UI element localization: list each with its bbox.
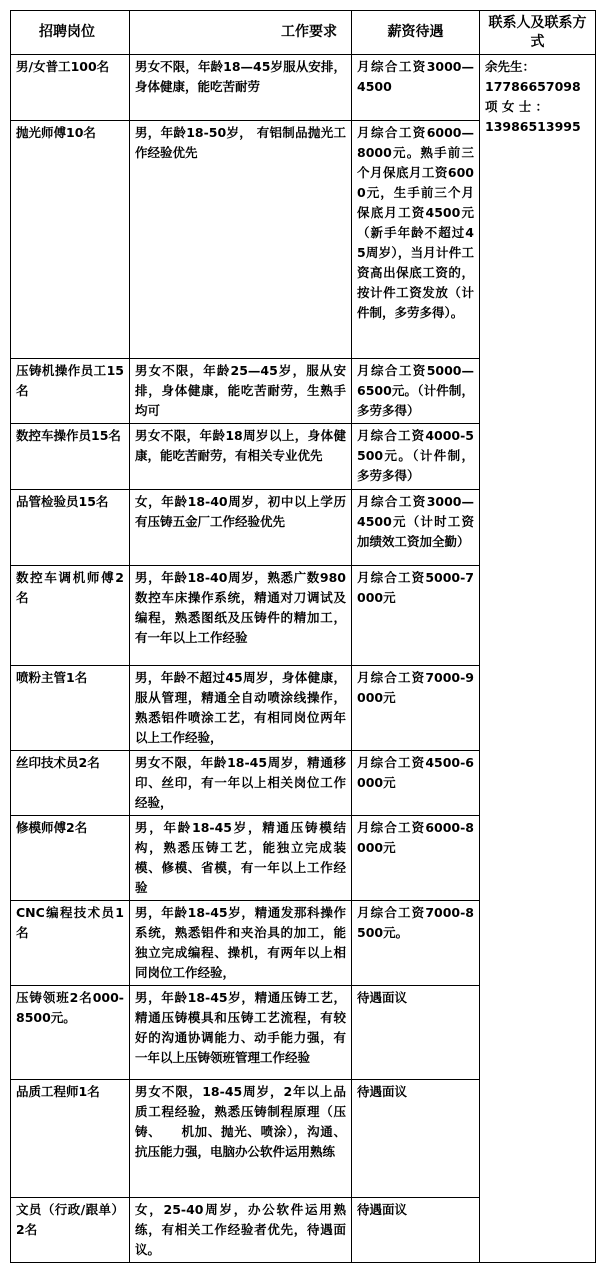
salary-cell: 待遇面议 bbox=[352, 1080, 480, 1198]
contact-person-2: 项 女 士 ： bbox=[485, 99, 549, 114]
salary-cell: 月综合工资6000—8000元。熟手前三个月保底月工资6000元，生手前三个月保底月工资4500元（新手年龄不超过45周岁），当月计件工资高出保底工资的，按计件工资发放（计件制，多劳多得）。 bbox=[352, 121, 480, 359]
position-cell: 数控车操作员15名 bbox=[11, 424, 130, 490]
contact-phone-1: 17786657098 bbox=[485, 79, 581, 94]
position-cell: 修模师傅2名 bbox=[11, 816, 130, 901]
salary-cell: 月综合工资4000-5500元。（计件制，多劳多得） bbox=[352, 424, 480, 490]
requirements-cell: 男，年龄18-50岁， 有铝制品抛光工作经验优先 bbox=[130, 121, 352, 359]
requirements-cell: 男，年龄不超过45周岁，身体健康，服从管理，精通全自动喷涂线操作，熟悉铝件喷涂工艺，有相同岗位两年以上工作经验， bbox=[130, 666, 352, 751]
position-cell: 喷粉主管1名 bbox=[11, 666, 130, 751]
requirements-cell: 男，年龄18-45岁，精通压铸模结构，熟悉压铸工艺，能独立完成装模、修模、省模，有一年以上工作经验 bbox=[130, 816, 352, 901]
position-cell: 压铸领班2名000-8500元。 bbox=[11, 986, 130, 1080]
header-contact: 联系人及联系方式 bbox=[480, 11, 596, 55]
position-cell: 抛光师傅10名 bbox=[11, 121, 130, 359]
salary-cell: 月综合工资4500-6000元 bbox=[352, 751, 480, 816]
salary-cell: 待遇面议 bbox=[352, 986, 480, 1080]
header-salary: 薪资待遇 bbox=[352, 11, 480, 55]
recruitment-table bbox=[10, 10, 596, 1263]
position-cell: 丝印技术员2名 bbox=[11, 751, 130, 816]
header-row bbox=[11, 11, 596, 55]
position-cell: CNC编程技术员1名 bbox=[11, 901, 130, 986]
salary-cell: 月综合工资3000—4500 bbox=[352, 55, 480, 121]
requirements-cell: 男女不限，年龄25—45岁，服从安排，身体健康，能吃苦耐劳，生熟手均可 bbox=[130, 359, 352, 424]
requirements-cell: 男，年龄18-40周岁，熟悉广数980数控车床操作系统，精通对刀调试及编程，熟悉图纸及压铸件的精加工，有一年以上工作经验 bbox=[130, 566, 352, 666]
position-cell: 品管检验员15名 bbox=[11, 490, 130, 566]
table-row bbox=[11, 55, 596, 121]
requirements-cell: 女，年龄18-40周岁，初中以上学历有压铸五金厂工作经验优先 bbox=[130, 490, 352, 566]
position-cell: 压铸机操作员工15名 bbox=[11, 359, 130, 424]
salary-cell: 月综合工资5000-7000元 bbox=[352, 566, 480, 666]
salary-cell: 月综合工资5000—6500元。（计件制，多劳多得） bbox=[352, 359, 480, 424]
requirements-cell: 男女不限，年龄18—45岁服从安排，身体健康，能吃苦耐劳 bbox=[130, 55, 352, 121]
contact-phone-2: 13986513995 bbox=[485, 119, 581, 134]
requirements-cell: 男，年龄18-45岁，精通压铸工艺，精通压铸模具和压铸工艺流程，有较好的沟通协调能力、动手能力强，有一年以上压铸领班管理工作经验 bbox=[130, 986, 352, 1080]
salary-cell: 待遇面议 bbox=[352, 1198, 480, 1263]
position-cell: 数控车调机师傅2名 bbox=[11, 566, 130, 666]
contact-cell bbox=[480, 55, 596, 1263]
header-position: 招聘岗位 bbox=[11, 11, 130, 55]
salary-cell: 月综合工资6000-8000元 bbox=[352, 816, 480, 901]
requirements-cell: 男，年龄18-45岁，精通发那科操作系统，熟悉铝件和夹治具的加工，能独立完成编程、操机，有两年以上相同岗位工作经验， bbox=[130, 901, 352, 986]
contact-person-1: 余先生： bbox=[485, 59, 536, 74]
position-cell: 品质工程师1名 bbox=[11, 1080, 130, 1198]
salary-cell: 月综合工资3000—4500元（计时工资加绩效工资加全勤） bbox=[352, 490, 480, 566]
salary-cell: 月综合工资7000-9000元 bbox=[352, 666, 480, 751]
salary-cell: 月综合工资7000-8500元。 bbox=[352, 901, 480, 986]
requirements-cell: 女，25-40周岁，办公软件运用熟练，有相关工作经验者优先，待遇面议。 bbox=[130, 1198, 352, 1263]
requirements-cell: 男女不限，18-45周岁，2年以上品质工程经验，熟悉压铸制程原理（压铸、 机加、抛光、喷涂），沟通、抗压能力强，电脑办公软件运用熟练 bbox=[130, 1080, 352, 1198]
requirements-cell: 男女不限，年龄18-45周岁，精通移印、丝印，有一年以上相关岗位工作经验， bbox=[130, 751, 352, 816]
position-cell: 男/女普工100名 bbox=[11, 55, 130, 121]
header-requirements: 工作要求 bbox=[130, 11, 352, 55]
requirements-cell: 男女不限，年龄18周岁以上，身体健康，能吃苦耐劳，有相关专业优先 bbox=[130, 424, 352, 490]
position-cell: 文员（行政/跟单）2名 bbox=[11, 1198, 130, 1263]
